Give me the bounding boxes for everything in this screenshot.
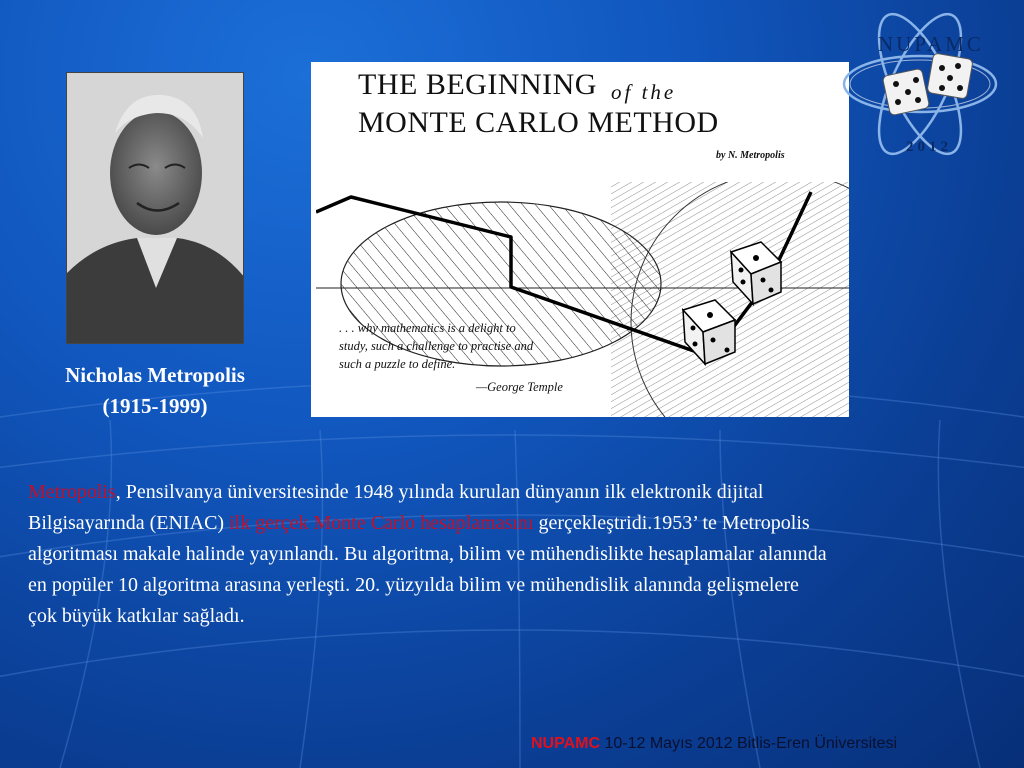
article-image [311, 62, 849, 417]
body-line-5: çok büyük katkılar sağladı. [28, 605, 245, 627]
portrait-illustration [67, 73, 244, 344]
logo-dice [882, 53, 973, 116]
footer [531, 735, 897, 753]
caption-name: Nicholas Metropolis [65, 363, 245, 387]
highlight-metropolis: Metropolis [28, 481, 116, 503]
photo-caption [40, 360, 270, 422]
body-line-1: Metropolis, Pensilvanya üniversitesinde 1948 yılında kurulan dünyanın ilk elektronik dijital [28, 481, 764, 503]
body-line-2: Bilgisayarında (ENIAC) ilk gerçek Monte Carlo hesaplamasını gerçekleştridi.1953’ te Metropolis [28, 512, 810, 534]
article-title: THE BEGINNING MONTE CARLO METHOD [358, 68, 719, 139]
article-quote-author: —George Temple [476, 380, 563, 394]
body-paragraph [28, 477, 1024, 632]
article-byline: by N. Metropolis [716, 150, 785, 161]
footer-brand: NUPAMC [531, 735, 601, 752]
highlight-monte-carlo: ilk gerçek Monte Carlo hesaplamasını [229, 512, 534, 534]
article-title-of-the: of the [611, 80, 677, 104]
caption-years: (1915-1999) [102, 394, 208, 418]
footer-text: 10-12 Mayıs 2012 Bitlis-Eren Üniversitesi [600, 735, 898, 752]
body-line-4: en popüler 10 algoritma arasına yerleşti. 20. yüzyılda bilim ve mühendislik alanında gelişmelere [28, 574, 799, 596]
portrait-photo [66, 72, 244, 344]
body-line-3: algoritması makale halinde yayınlandı. Bu algoritma, bilim ve mühendislikte hesaplamalar alanında [28, 543, 827, 565]
logo-text: NUPAMC [878, 32, 984, 56]
logo-year: 2012 [906, 139, 952, 155]
article-quote: . . . why mathematics is a delight to study, such a challenge to practise and such a puzzle to define. [339, 321, 534, 371]
